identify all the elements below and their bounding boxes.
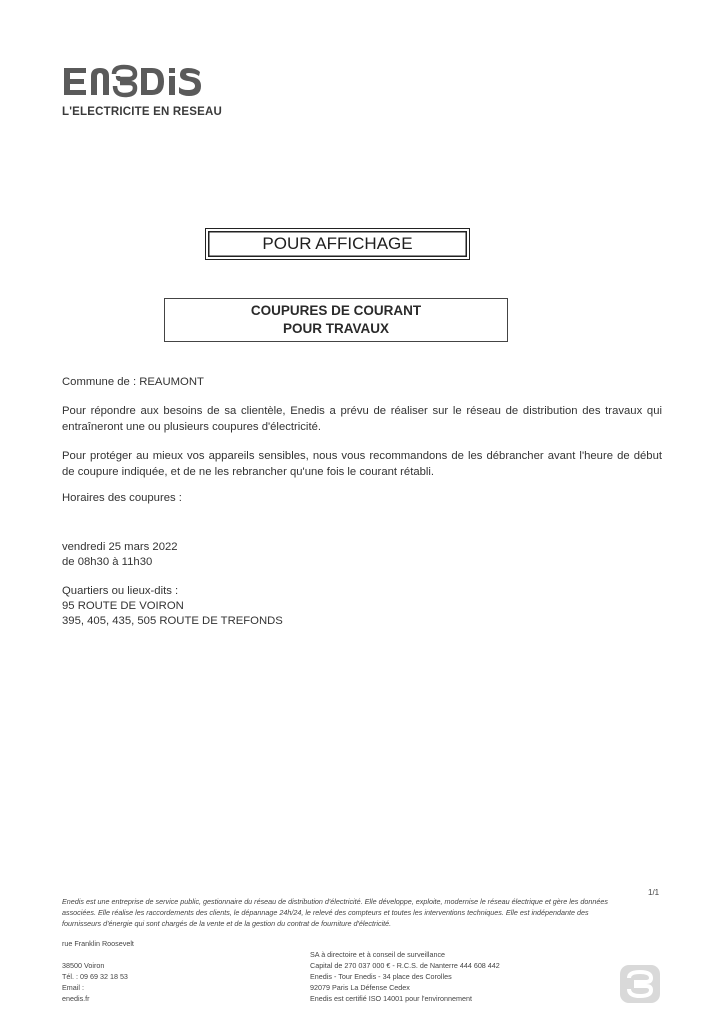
email-label: Email : xyxy=(62,983,84,992)
notice-box xyxy=(164,298,508,342)
website: enedis.fr xyxy=(62,994,90,1003)
enedis-logo-icon xyxy=(62,64,218,98)
disclaimer-line-2: associées. Elle réalise les raccordements des clients, le dépannage 24h/24, le relevé des compteurs et toutes les interventions techniques. Elle est indépendante des xyxy=(62,908,589,917)
tagline: L'ELECTRICITE EN RESEAU xyxy=(62,106,223,118)
address-city: 38500 Voiron xyxy=(62,961,105,970)
phone: Tél. : 09 69 32 18 53 xyxy=(62,972,128,981)
legal-line-1: SA à directoire et à conseil de surveillance xyxy=(310,950,446,959)
legal-line-5: Enedis est certifié ISO 14001 pour l'environnement xyxy=(310,994,472,1003)
pour-affichage-banner xyxy=(205,228,470,260)
horaires-label: Horaires des coupures : xyxy=(62,492,182,504)
place-2: 395, 405, 435, 505 ROUTE DE TREFONDS xyxy=(62,615,283,627)
paragraph-1: Pour répondre aux besoins de sa clientèle, Enedis a prévu de réaliser sur le réseau de distribution des travaux qui entraîneront une ou plusieurs coupures d'électricité. xyxy=(62,405,662,433)
contact-block xyxy=(62,960,128,1004)
legal-line-4: 92079 Paris La Défense Cedex xyxy=(310,983,410,992)
quartiers-label: Quartiers ou lieux-dits : xyxy=(62,585,179,597)
address-street: rue Franklin Roosevelt xyxy=(62,939,134,948)
legal-block xyxy=(310,949,500,1004)
paragraph-2: Pour protéger au mieux vos appareils sensibles, nous vous recommandons de les débrancher avant l'heure de début de coupure indiquée, et de ne les rebrancher qu'une fois le courant rétabli. xyxy=(62,450,662,478)
enedis-mark-icon xyxy=(619,964,661,1004)
page-number: 1/1 xyxy=(648,888,660,897)
legal-line-2: Capital de 270 037 000 € - R.C.S. de Nanterre 444 608 442 xyxy=(310,961,500,970)
notice-line2: POUR TRAVAUX xyxy=(282,321,389,336)
disclaimer-line-1: Enedis est une entreprise de service public, gestionnaire du réseau de distribution d'électricité. Elle développe, exploite, modernise le réseau électrique et gère les données xyxy=(62,897,608,906)
outage-date: vendredi 25 mars 2022 xyxy=(62,541,178,553)
notice-line1: COUPURES DE COURANT xyxy=(250,303,422,318)
legal-line-3: Enedis - Tour Enedis - 34 place des Corolles xyxy=(310,972,452,981)
footer-disclaimer xyxy=(62,896,672,929)
banner-title: POUR AFFICHAGE xyxy=(262,234,413,253)
place-1: 95 ROUTE DE VOIRON xyxy=(62,600,184,612)
disclaimer-line-3: fournisseurs d'énergie qui sont chargés de la vente et de la gestion du contrat de fourniture d'électricité. xyxy=(62,919,392,928)
outage-time: de 08h30 à 11h30 xyxy=(62,556,153,568)
commune-line: Commune de : REAUMONT xyxy=(62,376,204,388)
enedis-logo xyxy=(62,64,218,106)
